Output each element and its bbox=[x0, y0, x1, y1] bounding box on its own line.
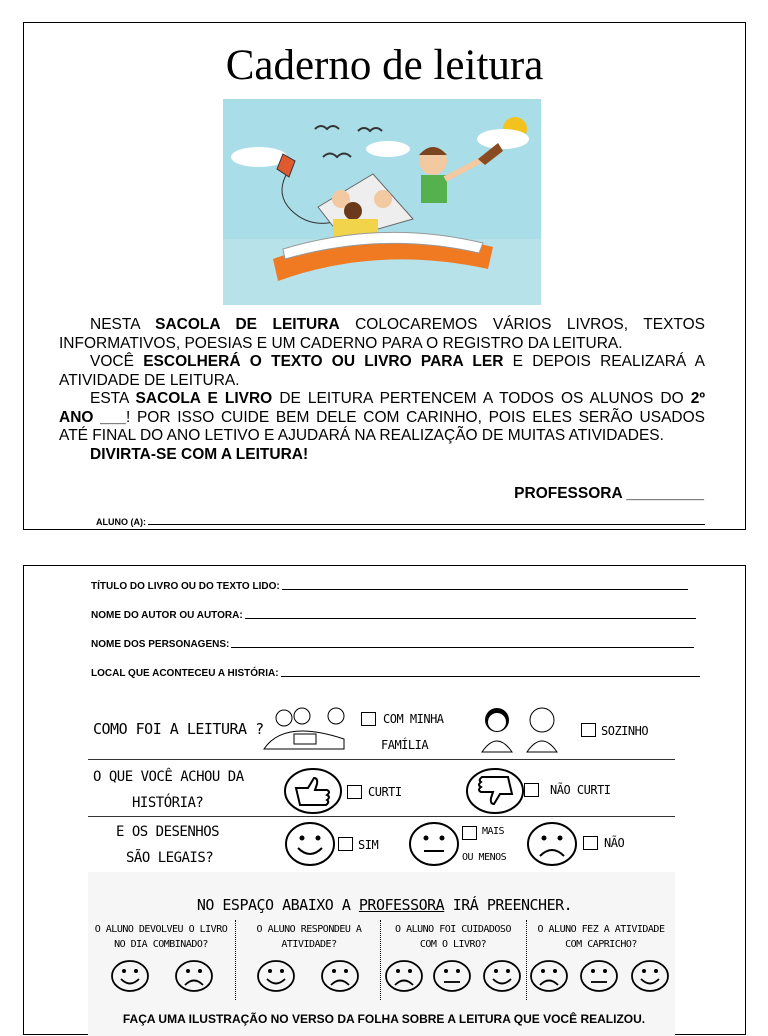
thumbs-up-icon bbox=[282, 766, 344, 816]
so-so-option-label2: OU MENOS bbox=[462, 852, 507, 863]
yes-option-label: SIM bbox=[358, 838, 379, 852]
story-question: O QUE VOCÊ ACHOU DA bbox=[93, 769, 244, 785]
alone-reading-icon bbox=[472, 704, 567, 754]
col-divider bbox=[526, 920, 527, 1000]
so-so-checkbox[interactable] bbox=[462, 826, 477, 840]
alone-option-label: SOZINHO bbox=[601, 724, 649, 738]
disliked-option-label: NÃO CURTI bbox=[550, 783, 611, 797]
footer-instruction: FAÇA UMA ILUSTRAÇÃO NO VERSO DA FOLHA SOBRE A LEITURA QUE VOCÊ REALIZOU. bbox=[122, 1012, 646, 1026]
col-answered: O ALUNO RESPONDEU A ATIVIDADE? bbox=[256, 924, 362, 950]
activity-page bbox=[23, 565, 746, 1035]
happy-rating-face-icon[interactable] bbox=[110, 959, 150, 993]
no-checkbox[interactable] bbox=[583, 836, 598, 850]
alone-checkbox[interactable] bbox=[581, 723, 596, 737]
professora-signature: PROFESSORA _________ bbox=[514, 485, 704, 502]
book-title-field[interactable]: TÍTULO DO LIVRO OU DO TEXTO LIDO: bbox=[91, 581, 688, 592]
drawings-question-2: SÃO LEGAIS? bbox=[126, 850, 214, 866]
location-field[interactable]: LOCAL QUE ACONTECEU A HISTÓRIA: bbox=[91, 668, 700, 679]
divider bbox=[88, 816, 675, 817]
col-returned: O ALUNO DEVOLVEU O LIVRO NO DIA COMBINADO? bbox=[94, 924, 228, 950]
happy-rating-face-icon[interactable] bbox=[256, 959, 296, 993]
sad-rating-face-icon[interactable] bbox=[384, 959, 424, 993]
so-so-option-label: MAIS bbox=[482, 826, 505, 837]
disliked-checkbox[interactable] bbox=[524, 783, 539, 797]
family-checkbox[interactable] bbox=[361, 712, 376, 726]
sad-face-icon bbox=[526, 821, 578, 867]
divider bbox=[88, 759, 675, 760]
enjoy-text: DIVIRTA-SE COM A LEITURA! bbox=[90, 445, 309, 463]
reading-question: COMO FOI A LEITURA ? bbox=[93, 720, 264, 738]
family-option-label2: FAMÍLIA bbox=[381, 738, 429, 752]
neutral-rating-face-icon[interactable] bbox=[579, 959, 619, 993]
col-neat: O ALUNO FEZ A ATIVIDADE COM CAPRICHO? bbox=[537, 924, 665, 950]
thumbs-down-icon bbox=[464, 766, 526, 816]
cover-page bbox=[23, 22, 746, 530]
yes-checkbox[interactable] bbox=[338, 837, 353, 851]
sad-rating-face-icon[interactable] bbox=[320, 959, 360, 993]
sad-rating-face-icon[interactable] bbox=[174, 959, 214, 993]
happy-rating-face-icon[interactable] bbox=[482, 959, 522, 993]
page-title: Caderno de leitura bbox=[225, 42, 544, 89]
no-option-label: NÃO bbox=[604, 836, 625, 850]
col-divider bbox=[235, 920, 236, 1000]
neutral-rating-face-icon[interactable] bbox=[432, 959, 472, 993]
sad-rating-face-icon[interactable] bbox=[529, 959, 569, 993]
intro-paragraph: NESTA SACOLA DE LEITURA COLOCAREMOS VÁRIOS LIVROS, TEXTOS INFORMATIVOS, POESIAS E UM CADERNO PARA O REGISTRO DA LEITURA. VOCÊ ESCOLHERÁ O TEXTO OU LIVRO PARA LER E DEPOIS REALIZARÁ A ATIVIDADE DE LEITURA. ESTA SACOLA E LIVRO DE LEITURA PERTENCEM A TODOS OS ALUNOS DO 2º ANO ___! POR ISSO CUIDE BEM DELE COM CARINHO, POIS ELES SERÃO USADOS ATÉ FINAL DO ANO LETIVO E AJUDARÁ NA REALIZAÇÃO DE MUITAS ATIVIDADES. DIVIRTA-SE COM A LEITURA! bbox=[59, 316, 705, 463]
characters-field[interactable]: NOME DOS PERSONAGENS: bbox=[91, 639, 694, 650]
drawings-question: E OS DESENHOS bbox=[116, 824, 220, 840]
family-reading-icon bbox=[254, 704, 354, 754]
col-careful: O ALUNO FOI CUIDADOSO COM O LIVRO? bbox=[395, 924, 511, 950]
story-question-2: HISTÓRIA? bbox=[132, 795, 204, 811]
liked-checkbox[interactable] bbox=[347, 785, 362, 799]
family-option-label: COM MINHA bbox=[383, 712, 444, 726]
neutral-face-icon bbox=[408, 821, 460, 867]
happy-rating-face-icon[interactable] bbox=[630, 959, 670, 993]
col-divider bbox=[380, 920, 381, 1000]
author-field[interactable]: NOME DO AUTOR OU AUTORA: bbox=[91, 610, 696, 621]
reading-illustration bbox=[223, 99, 541, 305]
happy-face-icon bbox=[284, 821, 336, 867]
liked-option-label: CURTI bbox=[368, 785, 402, 799]
teacher-note: NO ESPAÇO ABAIXO A PROFESSORA IRÁ PREENCHER. bbox=[196, 896, 573, 914]
aluno-field[interactable]: ALUNO (A): bbox=[96, 517, 705, 527]
